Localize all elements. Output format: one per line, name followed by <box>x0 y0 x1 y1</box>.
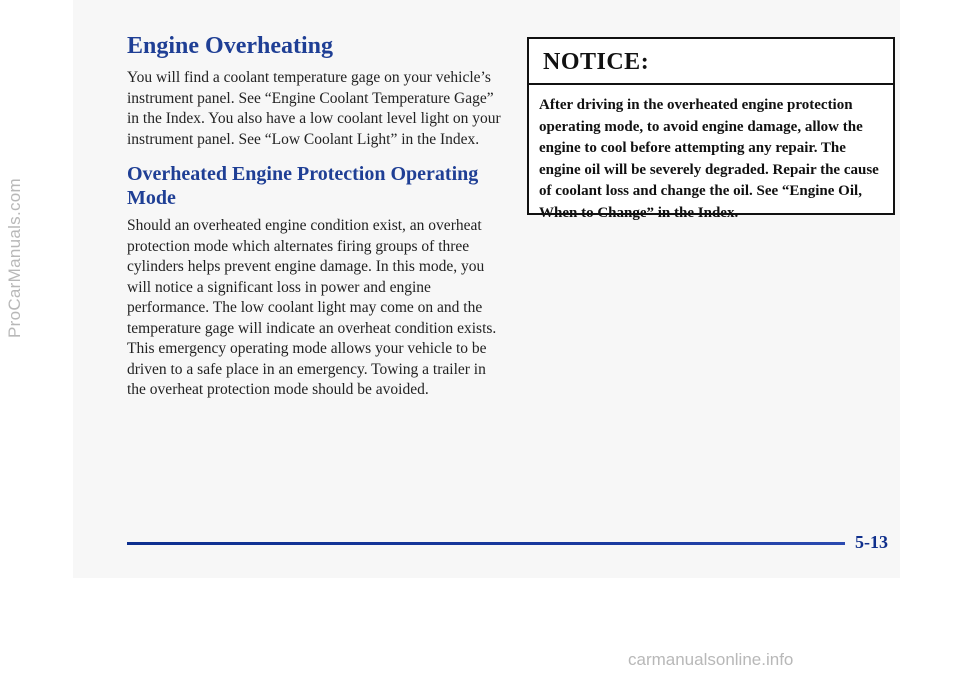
bottom-watermark: carmanualsonline.info <box>628 650 794 669</box>
intro-paragraph: You will find a coolant temperature gage on your vehicle’s instrument panel. See “Engine Coolant Temperature Gage” in the Index. You also have a low coolant level light on your instrument panel. See “Low Coolant Light” in the Index. <box>127 69 501 148</box>
page-number: 5-13 <box>855 532 888 552</box>
footer-rule <box>127 542 845 545</box>
side-watermark-text: ProCarManuals.com <box>5 177 25 339</box>
subsection-title: Overheated Engine Protection Operating Mode <box>127 163 479 209</box>
side-watermark <box>5 18 25 498</box>
notice-heading: NOTICE: <box>529 39 893 85</box>
body-paragraph: Should an overheated engine condition exist, an overheat protection mode which alternates firing groups of three cylinders helps prevent engine damage. In this mode, you will notice a significant loss in power and engine performance. The low coolant light may come on and the temperature gage will indicate an overheat condition exists. This emergency operating mode allows your vehicle to be driven to a safe place in an emergency. Towing a trailer in the overheat protection mode should be avoided. <box>127 217 497 398</box>
main-column <box>127 30 507 401</box>
notice-text: After driving in the overheated engine protection operating mode, to avoid engine damage, allow the engine to cool before attempting any repair. The engine oil will be severely degraded. Repair the cause of coolant loss and change the oil. See “Engine Oil, When to Change” in the Index. <box>539 97 879 221</box>
section-title: Engine Overheating <box>127 33 334 59</box>
notice-box <box>527 37 895 221</box>
